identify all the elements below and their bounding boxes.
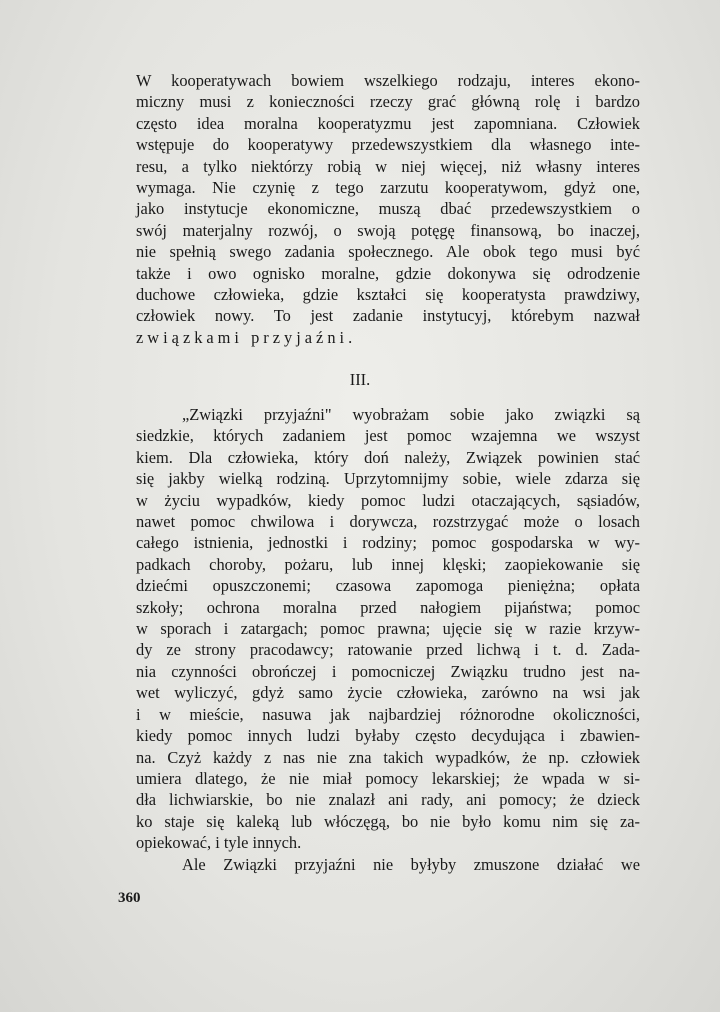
text-line: Ale Związki przyjaźni nie byłyby zmuszone działać we [182,854,640,874]
text-line: często idea moralna kooperatyzmu jest zapomniana. Człowiek [136,113,640,133]
section-heading: III. [349,370,371,389]
paragraph-1 [136,70,640,348]
text-line: w życiu wypadków, kiedy pomoc ludzi otaczających, sąsiadów, [136,490,640,510]
text-line: nia czynności obrończej i pomocniczej Związku trudno jest na- [136,661,640,681]
text-line: dy ze strony pracodawcy; ratowanie przed lichwą i t. d. Zada- [136,640,640,660]
text-line: jako instytucje ekonomiczne, muszą dbać przedewszystkiem o [136,199,640,219]
text-line: swój materjalny rozwój, o swoją potęgę finansową, bo inaczej, [136,220,640,240]
text-line: umiera dlatego, że nie miał pomocy lekarskiej; że wpada w si- [136,768,640,788]
text-line: i w mieście, nasuwa jak najbardziej różnorodne okoliczności, [136,704,640,724]
text-line: kiem. Dla człowieka, który doń należy, Związek powinien stać [136,447,640,467]
text-line: nie spełnią swego zadania społecznego. Ale obok tego musi być [136,242,640,262]
text-line: szkoły; ochrona moralna przed nałogiem pijaństwa; pomoc [136,597,640,617]
text-line: dziećmi opuszczonemi; czasowa zapomoga pieniężna; opłata [136,576,640,596]
text-line: człowiek nowy. To jest zadanie instytucyj, którebym nazwał [136,306,640,326]
page-number: 360 [118,890,141,906]
text-line: dła lichwiarskie, bo nie znalazł ani rady, ani pomocy; że dzieck [136,790,640,810]
text-line: opiekować, i tyle innych. [136,833,302,853]
text-line: wet wyliczyć, gdyż samo życie człowieka, zarówno na wsi jak [136,683,640,703]
text-line: wymaga. Nie czynię z tego zarzutu kooperatywom, gdyż one, [136,178,640,198]
text-line: w sporach i zatargach; pomoc prawna; ujęcie się w razie krzyw- [136,619,640,639]
text-line: ko staje się kaleką lub włóczęgą, bo nie było komu nim się za- [136,811,640,831]
text-line: całego istnienia, jednostki i rodziny; pomoc gospodarska w wy- [136,533,640,553]
text-line: padkach choroby, pożaru, lub innej klęski; zaopiekowanie się [136,554,640,574]
text-line: „Związki przyjaźni" wyobrażam sobie jako związki są [182,405,640,424]
text-line: kiedy pomoc innych ludzi byłaby często decydująca i zbawien- [136,726,640,746]
text-line: wstępuje do kooperatywy przedewszystkiem dla własnego inte- [136,135,640,155]
text-line: resu, a tylko niektórzy robią w niej więcej, niż własny interes [136,156,640,176]
text-line: duchowe człowieka, gdzie kształci się kooperatysta prawdziwy, [136,285,640,305]
text-line: W kooperatywach bowiem wszelkiego rodzaju, interes ekono- [136,71,640,90]
paragraph-2 [136,404,640,875]
text-line: się jakby wielką rodziną. Uprzytomnijmy sobie, wiele zdarza się [136,469,640,489]
text-line: związkami przyjaźni. [136,327,357,347]
text-line: miczny musi z konieczności rzeczy grać główną rolę i bardzo [136,92,640,112]
text-line: siedzkie, których zadaniem jest pomoc wzajemna we wszyst [136,426,640,446]
text-line: nawet pomoc chwilowa i dorywcza, rozstrzygać może o losach [136,512,640,532]
text-line: także i owo ognisko moralne, gdzie dokonywa się odrodzenie [136,263,640,283]
text-line: na. Czyż każdy z nas nie zna takich wypadków, że np. człowiek [136,747,640,767]
